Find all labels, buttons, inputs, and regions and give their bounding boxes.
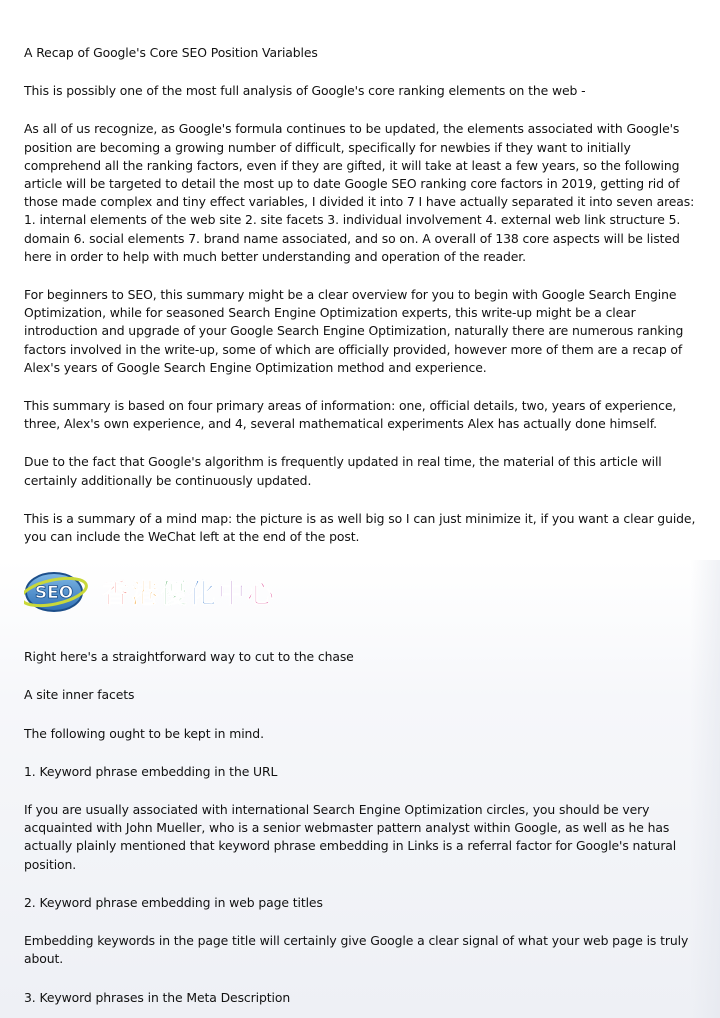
item-heading-title-keyword: 2. Keyword phrase embedding in web page titles — [24, 894, 323, 910]
item-heading-url-keyword: 1. Keyword phrase embedding in the URL — [24, 763, 278, 779]
paragraph-cut-to-chase: Right here's a straightforward way to cut to the chase — [24, 649, 354, 665]
logo-char: 心 — [247, 579, 274, 611]
paragraph-kept-in-mind: The following ought to be kept in mind. — [24, 725, 264, 741]
paragraph-page-title: Embedding keywords in the page title will certainly give Google a clear signal of what your web page is truly about. — [24, 933, 689, 967]
intro-paragraph: This is possibly one of the most full analysis of Google's core ranking elements on the web - — [24, 83, 586, 99]
paragraph-updates: Due to the fact that Google's algorithm is frequently updated in real time, the material of this article will certainly additionally be continuously updated. — [24, 454, 662, 488]
section-heading-inner-facets: A site inner facets — [24, 687, 135, 703]
paragraph-sources: This summary is based on four primary areas of information: one, official details, two, years of experience, three, Alex's own experience, and 4, several mathematical experiments Alex has actually done himself. — [24, 398, 677, 432]
logo-char: 中 — [218, 579, 245, 611]
paragraph-overview: As all of us recognize, as Google's formula continues to be updated, the elements associated with Google's position are becoming a growing number of difficult, specifically for newbies if they want to initially comprehend all the ranking factors, even if they are gifted, it will take at least a few years, so the following article will be targeted to detail the most up to date Google SEO ranking core factors in 2019, getting rid of those made complex and tiny effect variables, I divided it into 7 I have actually separated it into seven areas: 1. internal elements of the web site 2. site facets 3. individual involvement 4. external web link structure 5. domain 6. social elements 7. brand name associated, and so on. A overall of 138 core aspects will be listed here in order to help with much better understanding and operation of the reader. — [24, 121, 695, 264]
item-heading-meta-description: 3. Keyword phrases in the Meta Description — [24, 989, 291, 1005]
seo-logo-image — [24, 564, 274, 620]
article-title: A Recap of Google's Core SEO Position Variables — [24, 45, 318, 60]
article-body — [24, 44, 696, 1018]
logo-char: 香 — [102, 579, 129, 611]
logo-char: 港 — [131, 579, 158, 611]
logo-char: 優 — [160, 579, 187, 611]
logo-char: 化 — [189, 579, 216, 611]
paragraph-john-mueller: If you are usually associated with international Search Engine Optimization circles, you should be very acquainted with John Mueller, who is a senior webmaster pattern analyst within Google, as well as he has actually plainly mentioned that keyword phrase embedding in Links is a referral factor for Google's natural position. — [24, 802, 677, 872]
seo-badge-text: SEO — [34, 583, 74, 604]
paragraph-mind-map: This is a summary of a mind map: the picture is as well big so I can just minimize it, if you want a clear guide, you can include the WeChat left at the end of the post. — [24, 510, 696, 545]
paragraph-beginners: For beginners to SEO, this summary might be a clear overview for you to begin with Google Search Engine Optimization, while for seasoned Search Engine Optimization experts, this write-up might be a clear introduction and upgrade of your Google Search Engine Optimization, naturally there are numerous ranking factors involved in the write-up, some of which are officially provided, however more of them are a recap of Alex's years of Google Search Engine Optimization method and experience. — [24, 287, 684, 375]
logo-chinese-text — [102, 578, 274, 610]
